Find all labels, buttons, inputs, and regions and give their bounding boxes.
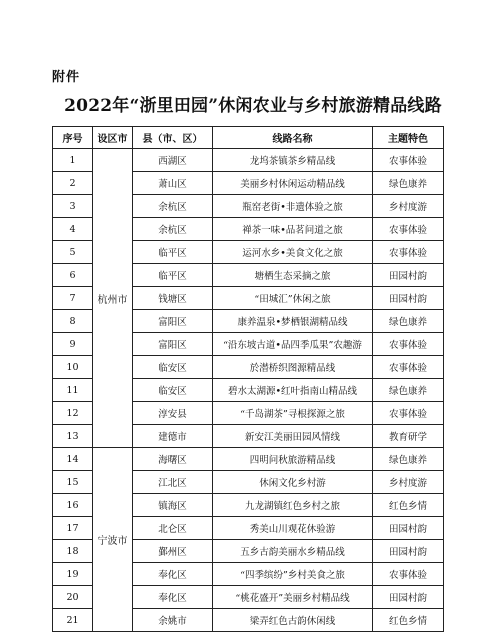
row-number: 4 (53, 218, 93, 241)
county-cell: 北仑区 (133, 517, 213, 540)
table-body (53, 149, 444, 632)
theme-cell: 绿色康养 (373, 310, 444, 333)
route-name-cell: 五乡古韵美丽水乡精品线 (213, 540, 373, 563)
theme-cell: 绿色康养 (373, 448, 444, 471)
county-cell: 西湖区 (133, 149, 213, 172)
attachment-label: 附件 (52, 70, 81, 85)
header-no: 序号 (53, 127, 93, 149)
theme-cell: 农事体验 (373, 218, 444, 241)
route-name-cell: 秀美山川观花休验游 (213, 517, 373, 540)
row-number: 19 (53, 563, 93, 586)
route-name-cell: “四季缤纷”乡村美食之旅 (213, 563, 373, 586)
theme-cell: 农事体验 (373, 149, 444, 172)
county-cell: 镇海区 (133, 494, 213, 517)
row-number: 8 (53, 310, 93, 333)
theme-cell: 教育研学 (373, 425, 444, 448)
city-cell: 杭州市 (93, 149, 133, 448)
route-name-cell: 於潜桥织图源精品线 (213, 356, 373, 379)
row-number: 6 (53, 264, 93, 287)
theme-cell: 农事体验 (373, 356, 444, 379)
county-cell: 富阳区 (133, 333, 213, 356)
theme-cell: 绿色康养 (373, 379, 444, 402)
row-number: 18 (53, 540, 93, 563)
theme-cell: 红色乡情 (373, 494, 444, 517)
route-name-cell: 运河水乡•美食文化之旅 (213, 241, 373, 264)
route-name-cell: 休闲文化乡村游 (213, 471, 373, 494)
county-cell: 建德市 (133, 425, 213, 448)
table-row (53, 448, 444, 471)
row-number: 13 (53, 425, 93, 448)
row-number: 14 (53, 448, 93, 471)
theme-cell: 农事体验 (373, 402, 444, 425)
city-cell: 宁波市 (93, 448, 133, 632)
theme-cell: 农事体验 (373, 563, 444, 586)
document-title: 2022年“浙里田园”休闲农业与乡村旅游精品线路 (64, 95, 442, 116)
county-cell: 临平区 (133, 264, 213, 287)
row-number: 7 (53, 287, 93, 310)
county-cell: 临安区 (133, 356, 213, 379)
row-number: 10 (53, 356, 93, 379)
theme-cell: 田园村韵 (373, 586, 444, 609)
county-cell: 余姚市 (133, 609, 213, 632)
route-name-cell: “田城汇”休闲之旅 (213, 287, 373, 310)
routes-table (52, 126, 444, 632)
row-number: 5 (53, 241, 93, 264)
county-cell: 江北区 (133, 471, 213, 494)
county-cell: 余杭区 (133, 218, 213, 241)
route-name-cell: 龙坞茶镇茶乡精品线 (213, 149, 373, 172)
header-county: 县（市、区） (133, 127, 213, 149)
route-name-cell: 新安江美丽田园风情线 (213, 425, 373, 448)
county-cell: 海曙区 (133, 448, 213, 471)
row-number: 2 (53, 172, 93, 195)
row-number: 3 (53, 195, 93, 218)
row-number: 11 (53, 379, 93, 402)
route-name-cell: 塘栖生态采摘之旅 (213, 264, 373, 287)
route-name-cell: 瓶窑老街•非遗体验之旅 (213, 195, 373, 218)
row-number: 12 (53, 402, 93, 425)
row-number: 21 (53, 609, 93, 632)
route-name-cell: 梁弄红色古韵休闲线 (213, 609, 373, 632)
route-name-cell: 禅茶一味•品茗问道之旅 (213, 218, 373, 241)
theme-cell: 田园村韵 (373, 287, 444, 310)
theme-cell: 红色乡情 (373, 609, 444, 632)
row-number: 17 (53, 517, 93, 540)
theme-cell: 绿色康养 (373, 172, 444, 195)
county-cell: 萧山区 (133, 172, 213, 195)
county-cell: 余杭区 (133, 195, 213, 218)
header-route: 线路名称 (213, 127, 373, 149)
header-theme: 主题特色 (373, 127, 444, 149)
county-cell: 临安区 (133, 379, 213, 402)
county-cell: 临平区 (133, 241, 213, 264)
county-cell: 鄞州区 (133, 540, 213, 563)
route-name-cell: 碧水太湖源•红叶指南山精品线 (213, 379, 373, 402)
row-number: 20 (53, 586, 93, 609)
county-cell: 淳安县 (133, 402, 213, 425)
row-number: 9 (53, 333, 93, 356)
theme-cell: 乡村度游 (373, 195, 444, 218)
row-number: 1 (53, 149, 93, 172)
row-number: 16 (53, 494, 93, 517)
county-cell: 钱塘区 (133, 287, 213, 310)
route-name-cell: 康养温泉•梦栖银湖精品线 (213, 310, 373, 333)
route-name-cell: 美丽乡村休闲运动精品线 (213, 172, 373, 195)
theme-cell: 田园村韵 (373, 540, 444, 563)
route-name-cell: 四明问秋旅游精品线 (213, 448, 373, 471)
route-name-cell: “沿东坡古道•品四季瓜果”农趣游 (213, 333, 373, 356)
county-cell: 奉化区 (133, 586, 213, 609)
theme-cell: 田园村韵 (373, 264, 444, 287)
county-cell: 奉化区 (133, 563, 213, 586)
row-number: 15 (53, 471, 93, 494)
table-row (53, 149, 444, 172)
table-header-row (53, 127, 444, 149)
theme-cell: 田园村韵 (373, 517, 444, 540)
county-cell: 富阳区 (133, 310, 213, 333)
theme-cell: 乡村度游 (373, 471, 444, 494)
theme-cell: 农事体验 (373, 241, 444, 264)
route-name-cell: “千岛湖茶”寻根探源之旅 (213, 402, 373, 425)
route-name-cell: 九龙湖镇红色乡村之旅 (213, 494, 373, 517)
route-name-cell: “桃花盛开”美丽乡村精品线 (213, 586, 373, 609)
header-city: 设区市 (93, 127, 133, 149)
theme-cell: 农事体验 (373, 333, 444, 356)
